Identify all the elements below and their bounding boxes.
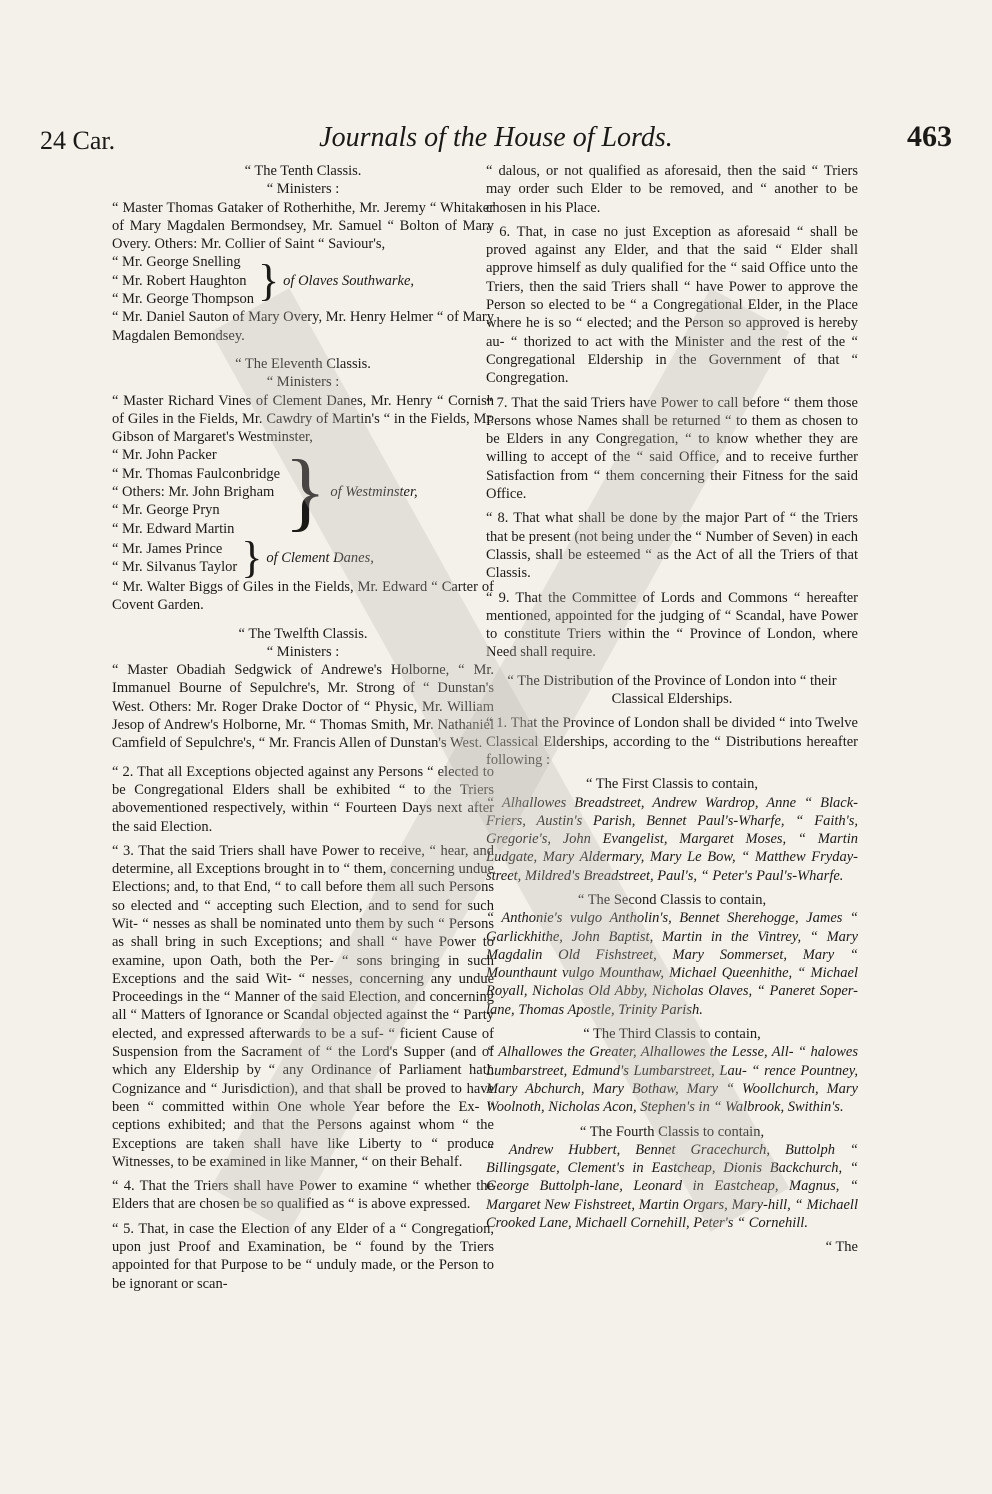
catchword: “ The [825,1239,858,1256]
brace-glyph: } [284,443,327,541]
tenth-classis-heading: “ The Tenth Classis. [244,163,362,179]
eleventh-place-a: of Westminster, [330,484,418,501]
tenth-bracket-place: of Olaves Southwarke, [283,272,415,289]
eleventh-ministers-label: “ Ministers : [266,374,340,391]
item-6: “ 6. That, in case no just Exception as aforesaid “ shall be proved against any Elder, and that the said “ Elder shall approve himself as duly qualified for the “ said Office unto the Triers, then the said Triers shall “ have Power to approve the Person so elected to be “ a Congregational Elder, in the Place where he is so “ elected; and the Person so approved is hereby au- “ thorized to act with the Minister and the rest of the “ Congregational Eldership in the Government of that “ Congregation. [486,223,858,387]
eleventh-classis-heading: “ The Eleventh Classis. [235,355,371,372]
eleventh-bracket-names-a [112,446,280,537]
tenth-name-1: “ Mr. George Snelling [112,254,241,271]
eleventh-bracket-group-a [112,443,494,541]
eleventh-name-2: “ Mr. Thomas Faulconbridge [112,465,281,482]
distribution-heading: “ The Distribution of the Province of London into “ their Classical Elderships. [507,672,837,708]
tenth-name-3: “ Mr. George Thompson [112,291,255,308]
item-5: “ 5. That, in case the Election of any Elder of a “ Congregation, upon just Proof and Examination, be “ found by the Triers appointed for that Purpose to be “ unduly made, or the Person to be ignorant or scan- [112,1220,494,1292]
first-classis-list: “ Alhallowes Breadstreet, Andrew Wardrop, Anne “ Black-Friers, Austin's Parish, Bennet Paul's-Wharfe, “ Faith's, Gregorie's, John Evangelist, Margaret Moses, “ Martin Ludgate, Mary Aldermary, Mary Le Bow, “ Matthew Fryday-street, Mildred's Breadstreet, Paul's, “ Peter's Paul's-Wharfe. [486,794,858,884]
eleventh-name-1: “ Mr. John Packer [112,447,217,464]
tenth-classis-text: “ Master Thomas Gataker of Rotherhithe, Mr. Jeremy “ Whitaker of Mary Magdalen Bermondsey, Mr. Samuel “ Bolton of Mary Overy. Others: Mr. Collier of Saint “ Saviour's, [112,199,494,253]
twelfth-classis-text: “ Master Obadiah Sedgwick of Andrewe's Holborne, “ Mr. Immanuel Bourne of Sepulchre's, Mr. Strong of “ Dunstan's West. Others: Mr. Roger Drake Doctor of “ Physic, Mr. William Jesop of Andrew's Holborne, Mr. “ Thomas Smith, Mr. Nathaniel Camfield of Sepulchre's, “ Mr. Francis Allen of Dunstan's West. [112,662,494,752]
fourth-classis-list: “ Andrew Hubbert, Bennet Gracechurch, Buttolph “ Billingsgate, Clement's in Eastcheap, Dionis Backchurch, “ George Buttolph-lane, Leonard in Eastcheap, Magnus, “ Margaret New Fishstreet, Martin Orgars, Mary-hill, “ Michaell Crooked Lane, Michaell Cornehill, Peter's “ Cornehill. [486,1141,858,1232]
eleventh-bracket-names-b [112,540,237,577]
eleventh-place-b: of Clement Danes, [266,549,374,566]
header-page-number: 463 [907,120,952,153]
fourth-classis-heading: “ The Fourth Classis to contain, [579,1123,765,1140]
item-4: “ 4. That the Triers shall have Power to examine “ whether the Elders that are chosen be so qualified as “ is above expressed. [112,1178,494,1213]
header-reign: 24 Car. [40,126,116,155]
tenth-ministers-label: “ Ministers : [266,181,340,198]
second-classis-list: “ Anthonie's vulgo Antholin's, Bennet Sherehogge, James “ Garlickhithe, John Baptist, Martin in the Vintrey, “ Mary Magdalin Old Fishstreet, Mary Sommerset, Mary “ Mounthaunt vulgo Mounthaw, Michael Queenhithe, “ Michael Royall, Nicholas Old Abby, Nicholas Olaves, “ Paneret Soper-lane, Thomas Apostle, Trinity Parish. [486,910,858,1018]
brace-glyph: } [241,532,263,582]
right-column [486,162,858,1257]
eleventh-name-3: “ Others: Mr. John Brigham [112,484,275,501]
tenth-classis-text-2: “ Mr. Daniel Sauton of Mary Overy, Mr. Henry Helmer “ of Mary Magdalen Bemondsey. [112,309,494,344]
item-5-continued: “ dalous, or not qualified as aforesaid, then the said “ Triers may order such Elder to be removed, and “ another to be chosen in his Place. [486,163,858,216]
eleventh-name-5: “ Mr. Edward Martin [112,520,235,537]
page-header [40,120,952,160]
left-column [112,162,494,1293]
eleventh-bracket-group-b [112,532,494,582]
item-8: “ 8. That what shall be done by the major Part of “ the Triers that be present (not being under the “ Number of Seven) in each Classis, shall be esteemed “ as the Act of all the Triers of that Classis. [486,510,858,582]
first-classis-heading: “ The First Classis to contain, [585,776,759,793]
eleventh-classis-text-2: “ Mr. Walter Biggs of Giles in the Fields, Mr. Edward “ Carter of Covent Garden. [112,578,494,614]
tenth-name-2: “ Mr. Robert Haughton [112,272,247,289]
brace-glyph: } [258,255,280,305]
twelfth-classis-heading: “ The Twelfth Classis. [238,625,368,642]
distribution-item-1: “ 1. That the Province of London shall be divided “ into Twelve Classical Elderships, according to the “ Distributions hereafter following : [486,715,858,768]
eleventh-name-7: “ Mr. Silvanus Taylor [112,558,238,575]
item-2: “ 2. That all Exceptions objected against any Persons “ elected to be Congregational Elders shall be exhibited “ to the Triers abovementioned respectively, within “ Fourteen Days next after the said Election. [112,763,494,835]
third-classis-heading: “ The Third Classis to contain, [583,1026,761,1043]
tenth-bracket-names [112,253,254,308]
second-classis-heading: “ The Second Classis to contain, [577,891,767,908]
eleventh-classis-text: “ Master Richard Vines of Clement Danes, Mr. Henry “ Cornish of Giles in the Fields, Mr. Cawdry of Martin's “ in the Fields, Mr. Gibson of Margaret's Westminster, [112,392,494,446]
tenth-bracket-group [112,253,494,308]
third-classis-list: “ Alhallowes the Greater, Alhallowes the Lesse, All- “ halowes Lumbarstreet, Edmund's Lumbarstreet, Lau- “ rence Pountney, Mary Abchurch, Mary Bothaw, Mary “ Woollchurch, Mary Woolnoth, Nicholas Acon, Stephen's in “ Walbrook, Swithin's. [486,1044,858,1116]
item-9: “ 9. That the Committee of Lords and Commons “ hereafter mentioned, appointed for the judging of “ Scandal, have Power to constitute Triers within the “ Province of London, where Need shall require. [486,589,858,661]
eleventh-name-6: “ Mr. James Prince [112,540,223,557]
twelfth-ministers-label: “ Ministers : [266,643,340,660]
item-3: “ 3. That the said Triers shall have Power to receive, “ hear, and determine, all Exceptions brought in to “ them, concerning undue Elections; and, to that End, “ to call before them all such Persons so elected and “ accepting such Election, and to send for such Wit- “ nesses as shall be nominated unto them by such “ Persons as shall bring in such Exceptions; and shall “ have Power to examine, upon Oath, both the Per- “ sons bringing in such Exceptions and the said Wit- “ nesses, concerning any undue Proceedings in the “ Manner of the said Election, and concerning all “ Matters of Ignorance or Scandal objected against the “ Party elected, and expressed afterwards to be a suf- “ ficient Cause of Suspension from the Sacrament of “ the Lord's Supper (and of which any Eldership by “ any Ordinance of Parliament hath Cognizance and “ Jurisdiction), and that shall be proved to have been “ committed within One whole Year before the Ex- “ ceptions exhibited; and that the Persons against whom “ the Exceptions are taken shall have like Liberty to “ produce Witnesses, to be examined in like Manner, “ on their Behalf. [112,842,494,1170]
header-title: Journals of the House of Lords. [319,122,673,153]
item-7: “ 7. That the said Triers have Power to call before “ them those Persons whose Names shall be returned “ to them as chosen to be Elders in any Congregation, “ to know whether they are willing to accept of the “ said Office, and to receive further Satisfaction from “ them concerning their Fitness for the said Office. [486,394,858,503]
eleventh-name-4: “ Mr. George Pryn [112,502,220,519]
